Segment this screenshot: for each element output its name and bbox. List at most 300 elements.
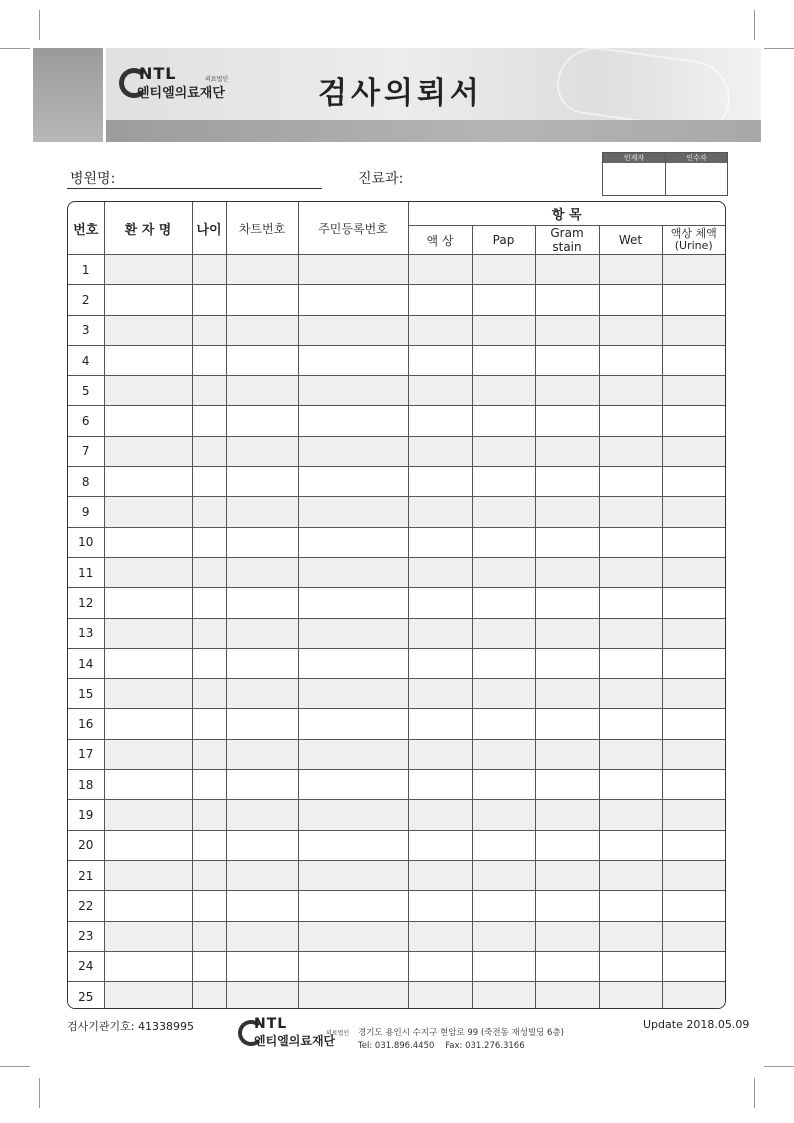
table-cell[interactable] xyxy=(599,436,662,466)
table-cell[interactable] xyxy=(599,982,662,1009)
table-cell[interactable] xyxy=(408,951,472,981)
row-number: 22 xyxy=(68,891,104,921)
table-cell[interactable] xyxy=(298,436,408,466)
table-cell[interactable] xyxy=(599,467,662,497)
hospital-input-line[interactable] xyxy=(67,188,322,189)
table-cell[interactable] xyxy=(104,497,192,527)
table-cell[interactable] xyxy=(408,285,472,315)
table-cell[interactable] xyxy=(472,315,535,345)
table-cell[interactable] xyxy=(472,255,535,285)
table-cell[interactable] xyxy=(408,800,472,830)
table-cell[interactable] xyxy=(226,436,298,466)
table-cell[interactable] xyxy=(226,376,298,406)
col-header-item-5: 액상 체액 (Urine) xyxy=(662,226,725,255)
table-cell[interactable] xyxy=(192,436,226,466)
footer-contact xyxy=(358,1041,525,1051)
table-cell[interactable] xyxy=(662,376,725,406)
table-cell[interactable] xyxy=(104,255,192,285)
table-cell[interactable] xyxy=(408,315,472,345)
table-cell[interactable] xyxy=(226,618,298,648)
table-cell[interactable] xyxy=(104,739,192,769)
table-cell[interactable] xyxy=(472,618,535,648)
table-row xyxy=(68,527,725,557)
footer-logo xyxy=(238,1018,358,1054)
table-cell[interactable] xyxy=(192,255,226,285)
table-cell[interactable] xyxy=(599,891,662,921)
table-cell[interactable] xyxy=(535,557,599,587)
row-number: 12 xyxy=(68,588,104,618)
table-cell[interactable] xyxy=(535,951,599,981)
table-cell[interactable] xyxy=(192,860,226,890)
table-cell[interactable] xyxy=(535,982,599,1009)
row-number: 6 xyxy=(68,406,104,436)
table-cell[interactable] xyxy=(408,891,472,921)
table-cell[interactable] xyxy=(192,921,226,951)
table-cell[interactable] xyxy=(104,557,192,587)
table-cell[interactable] xyxy=(599,800,662,830)
table-cell[interactable] xyxy=(662,557,725,587)
table-row xyxy=(68,860,725,890)
crop-mark xyxy=(754,1078,755,1108)
header-left-block xyxy=(33,48,103,142)
table-cell[interactable] xyxy=(192,467,226,497)
table-cell[interactable] xyxy=(104,345,192,375)
table-cell[interactable] xyxy=(226,345,298,375)
table-row xyxy=(68,618,725,648)
table-cell[interactable] xyxy=(472,436,535,466)
table-cell[interactable] xyxy=(599,921,662,951)
table-cell[interactable] xyxy=(662,406,725,436)
table-cell[interactable] xyxy=(226,588,298,618)
table-cell[interactable] xyxy=(192,285,226,315)
crop-mark xyxy=(764,1066,794,1067)
logo-name: 엔티엘의료재단 xyxy=(137,86,225,101)
table-cell[interactable] xyxy=(472,467,535,497)
table-cell[interactable] xyxy=(226,860,298,890)
table-cell[interactable] xyxy=(472,648,535,678)
table-cell[interactable] xyxy=(662,951,725,981)
footer-address: 경기도 용인시 수지구 현암로 99 (죽전동 재성빌딩 6층) xyxy=(358,1028,564,1038)
table-cell[interactable] xyxy=(662,982,725,1009)
table-cell[interactable] xyxy=(298,285,408,315)
row-number: 2 xyxy=(68,285,104,315)
table-cell[interactable] xyxy=(662,648,725,678)
hospital-label: 병원명: xyxy=(70,171,116,187)
table-cell[interactable] xyxy=(192,376,226,406)
table-cell[interactable] xyxy=(472,982,535,1009)
table-cell[interactable] xyxy=(192,770,226,800)
table-cell[interactable] xyxy=(226,285,298,315)
table-cell[interactable] xyxy=(192,800,226,830)
footer-fax: Fax: 031.276.3166 xyxy=(445,1041,525,1051)
table-cell[interactable] xyxy=(472,770,535,800)
crop-mark xyxy=(39,1078,40,1108)
table-cell[interactable] xyxy=(472,557,535,587)
col-header-item-3: Gram stain xyxy=(535,226,599,255)
table-cell[interactable] xyxy=(662,527,725,557)
table-cell[interactable] xyxy=(408,860,472,890)
table-cell[interactable] xyxy=(599,345,662,375)
table-cell[interactable] xyxy=(408,527,472,557)
crop-mark xyxy=(0,1066,30,1067)
table-cell[interactable] xyxy=(192,618,226,648)
table-cell[interactable] xyxy=(408,406,472,436)
row-number: 8 xyxy=(68,467,104,497)
institution-code: 검사기관기호: 41338995 xyxy=(67,1020,194,1033)
table-cell[interactable] xyxy=(662,709,725,739)
table-cell[interactable] xyxy=(408,739,472,769)
table-cell[interactable] xyxy=(104,951,192,981)
table-cell[interactable] xyxy=(535,860,599,890)
table-cell[interactable] xyxy=(192,588,226,618)
row-number: 11 xyxy=(68,557,104,587)
table-cell[interactable] xyxy=(599,406,662,436)
table-cell[interactable] xyxy=(226,830,298,860)
footer-logo-name: 엔티엘의료재단 xyxy=(254,1034,336,1048)
table-cell[interactable] xyxy=(298,588,408,618)
table-cell[interactable] xyxy=(599,315,662,345)
table-cell[interactable] xyxy=(535,588,599,618)
table-cell[interactable] xyxy=(662,255,725,285)
table-cell[interactable] xyxy=(662,770,725,800)
table-cell[interactable] xyxy=(599,951,662,981)
table-cell[interactable] xyxy=(472,800,535,830)
table-cell[interactable] xyxy=(408,376,472,406)
document-title: 검사의뢰서 xyxy=(318,76,483,111)
table-cell[interactable] xyxy=(192,982,226,1009)
table-cell[interactable] xyxy=(298,921,408,951)
row-number: 25 xyxy=(68,982,104,1009)
table-cell[interactable] xyxy=(472,285,535,315)
table-cell[interactable] xyxy=(192,709,226,739)
table-cell[interactable] xyxy=(226,497,298,527)
table-cell[interactable] xyxy=(298,860,408,890)
department-label: 진료과: xyxy=(358,171,404,187)
table-cell[interactable] xyxy=(298,315,408,345)
table-cell[interactable] xyxy=(662,345,725,375)
table-cell[interactable] xyxy=(472,921,535,951)
table-cell[interactable] xyxy=(226,982,298,1009)
table-cell[interactable] xyxy=(298,255,408,285)
table-row xyxy=(68,982,725,1009)
table-cell[interactable] xyxy=(226,406,298,436)
table-cell[interactable] xyxy=(599,255,662,285)
table-cell[interactable] xyxy=(535,376,599,406)
table-cell[interactable] xyxy=(298,557,408,587)
table-cell[interactable] xyxy=(104,891,192,921)
table-cell[interactable] xyxy=(298,376,408,406)
table-cell[interactable] xyxy=(104,315,192,345)
table-cell[interactable] xyxy=(226,800,298,830)
table-cell[interactable] xyxy=(535,285,599,315)
table-cell[interactable] xyxy=(472,497,535,527)
table-cell[interactable] xyxy=(599,648,662,678)
approval-receiver-label: 인수자 xyxy=(666,153,727,163)
row-number: 7 xyxy=(68,436,104,466)
table-cell[interactable] xyxy=(408,618,472,648)
table-cell[interactable] xyxy=(192,648,226,678)
table-cell[interactable] xyxy=(298,648,408,678)
table-cell[interactable] xyxy=(599,557,662,587)
table-cell[interactable] xyxy=(408,921,472,951)
header-strip xyxy=(106,120,761,142)
table-cell[interactable] xyxy=(662,436,725,466)
table-cell[interactable] xyxy=(408,436,472,466)
table-cell[interactable] xyxy=(535,497,599,527)
table-cell[interactable] xyxy=(226,467,298,497)
table-cell[interactable] xyxy=(535,467,599,497)
table-cell[interactable] xyxy=(298,345,408,375)
table-row xyxy=(68,345,725,375)
table-cell[interactable] xyxy=(298,497,408,527)
update-date: Update 2018.05.09 xyxy=(643,1018,750,1031)
header-banner xyxy=(33,48,761,142)
table-cell[interactable] xyxy=(104,982,192,1009)
table-cell[interactable] xyxy=(104,830,192,860)
table-cell[interactable] xyxy=(104,467,192,497)
table-cell[interactable] xyxy=(472,709,535,739)
table-cell[interactable] xyxy=(535,436,599,466)
table-cell[interactable] xyxy=(104,648,192,678)
table-cell[interactable] xyxy=(408,255,472,285)
table-cell[interactable] xyxy=(472,376,535,406)
table-cell[interactable] xyxy=(298,527,408,557)
table-cell[interactable] xyxy=(662,860,725,890)
table-cell[interactable] xyxy=(192,830,226,860)
table-cell[interactable] xyxy=(662,588,725,618)
table-cell[interactable] xyxy=(599,376,662,406)
table-cell[interactable] xyxy=(192,557,226,587)
crop-mark xyxy=(754,10,755,40)
table-cell[interactable] xyxy=(662,800,725,830)
table-row xyxy=(68,800,725,830)
table-cell[interactable] xyxy=(298,951,408,981)
table-row xyxy=(68,436,725,466)
crop-mark xyxy=(39,10,40,40)
table-cell[interactable] xyxy=(104,709,192,739)
table-row xyxy=(68,709,725,739)
table-cell[interactable] xyxy=(472,406,535,436)
table-cell[interactable] xyxy=(599,679,662,709)
table-cell[interactable] xyxy=(408,467,472,497)
table-cell[interactable] xyxy=(192,679,226,709)
table-cell[interactable] xyxy=(662,739,725,769)
table-cell[interactable] xyxy=(226,891,298,921)
col-header-item-2: Pap xyxy=(472,226,535,255)
table-cell[interactable] xyxy=(104,770,192,800)
table-row xyxy=(68,467,725,497)
table-cell[interactable] xyxy=(298,891,408,921)
table-cell[interactable] xyxy=(298,739,408,769)
table-cell[interactable] xyxy=(472,527,535,557)
table-cell[interactable] xyxy=(226,557,298,587)
table-cell[interactable] xyxy=(535,891,599,921)
table-cell[interactable] xyxy=(472,860,535,890)
table-cell[interactable] xyxy=(535,739,599,769)
table-cell[interactable] xyxy=(192,406,226,436)
table-cell[interactable] xyxy=(298,982,408,1009)
table-cell[interactable] xyxy=(104,921,192,951)
table-cell[interactable] xyxy=(298,467,408,497)
table-row xyxy=(68,497,725,527)
table-row xyxy=(68,951,725,981)
logo-ntl-text: NTL xyxy=(139,64,177,83)
table-cell[interactable] xyxy=(599,709,662,739)
table-cell[interactable] xyxy=(472,345,535,375)
col-header-item-4: Wet xyxy=(599,226,662,255)
table-cell[interactable] xyxy=(472,891,535,921)
table-cell[interactable] xyxy=(298,770,408,800)
table-cell[interactable] xyxy=(104,406,192,436)
table-row xyxy=(68,770,725,800)
table-cell[interactable] xyxy=(662,830,725,860)
table-cell[interactable] xyxy=(535,345,599,375)
row-number: 19 xyxy=(68,800,104,830)
table-cell[interactable] xyxy=(472,739,535,769)
table-cell[interactable] xyxy=(408,982,472,1009)
table-cell[interactable] xyxy=(535,527,599,557)
table-cell[interactable] xyxy=(599,497,662,527)
table-cell[interactable] xyxy=(104,527,192,557)
row-number: 15 xyxy=(68,679,104,709)
table-cell[interactable] xyxy=(192,315,226,345)
table-row xyxy=(68,406,725,436)
table-cell[interactable] xyxy=(298,679,408,709)
table-cell[interactable] xyxy=(662,891,725,921)
table-cell[interactable] xyxy=(535,255,599,285)
table-cell[interactable] xyxy=(535,618,599,648)
table-cell[interactable] xyxy=(104,376,192,406)
table-cell[interactable] xyxy=(535,830,599,860)
table-cell[interactable] xyxy=(662,467,725,497)
table-row xyxy=(68,648,725,678)
table-cell[interactable] xyxy=(662,679,725,709)
row-number: 20 xyxy=(68,830,104,860)
table-cell[interactable] xyxy=(226,951,298,981)
table-cell[interactable] xyxy=(226,921,298,951)
table-cell[interactable] xyxy=(662,285,725,315)
table-cell[interactable] xyxy=(226,527,298,557)
table-cell[interactable] xyxy=(662,618,725,648)
approval-divider xyxy=(665,153,666,195)
row-number: 21 xyxy=(68,860,104,890)
table-cell[interactable] xyxy=(226,648,298,678)
table-cell[interactable] xyxy=(298,618,408,648)
table-cell[interactable] xyxy=(472,830,535,860)
col-header-resident: 주민등록번호 xyxy=(298,202,408,255)
table-cell[interactable] xyxy=(192,345,226,375)
table-cell[interactable] xyxy=(226,255,298,285)
table-cell[interactable] xyxy=(226,739,298,769)
request-table xyxy=(67,201,726,1009)
row-number: 16 xyxy=(68,709,104,739)
table-cell[interactable] xyxy=(599,285,662,315)
table-cell[interactable] xyxy=(535,648,599,678)
table-cell[interactable] xyxy=(472,679,535,709)
table-cell[interactable] xyxy=(408,497,472,527)
table-cell[interactable] xyxy=(298,800,408,830)
table-cell[interactable] xyxy=(599,618,662,648)
table-cell[interactable] xyxy=(535,770,599,800)
table-cell[interactable] xyxy=(535,709,599,739)
table-cell[interactable] xyxy=(104,588,192,618)
table-row xyxy=(68,557,725,587)
table-cell[interactable] xyxy=(599,739,662,769)
table-cell[interactable] xyxy=(535,315,599,345)
table-cell[interactable] xyxy=(408,345,472,375)
table-cell[interactable] xyxy=(192,527,226,557)
table-cell[interactable] xyxy=(662,921,725,951)
table-cell[interactable] xyxy=(298,830,408,860)
table-cell[interactable] xyxy=(298,709,408,739)
table-cell[interactable] xyxy=(226,315,298,345)
table-cell[interactable] xyxy=(192,497,226,527)
table-cell[interactable] xyxy=(408,709,472,739)
table-cell[interactable] xyxy=(472,951,535,981)
row-number: 4 xyxy=(68,345,104,375)
row-number: 14 xyxy=(68,648,104,678)
table-cell[interactable] xyxy=(192,739,226,769)
table-row xyxy=(68,921,725,951)
table-cell[interactable] xyxy=(599,527,662,557)
table-cell[interactable] xyxy=(599,830,662,860)
table-cell[interactable] xyxy=(535,406,599,436)
table-cell[interactable] xyxy=(192,891,226,921)
table-cell[interactable] xyxy=(599,770,662,800)
table-row xyxy=(68,891,725,921)
row-number: 9 xyxy=(68,497,104,527)
table-cell[interactable] xyxy=(104,679,192,709)
approval-sender-label: 인계자 xyxy=(603,153,665,163)
row-number: 17 xyxy=(68,739,104,769)
table-cell[interactable] xyxy=(104,285,192,315)
row-number: 24 xyxy=(68,951,104,981)
row-number: 13 xyxy=(68,618,104,648)
table-cell[interactable] xyxy=(535,921,599,951)
table-cell[interactable] xyxy=(408,557,472,587)
table-cell[interactable] xyxy=(599,860,662,890)
footer-logo-ntl-text: NTL xyxy=(254,1016,288,1032)
table-cell[interactable] xyxy=(599,588,662,618)
table-cell[interactable] xyxy=(226,770,298,800)
table-row xyxy=(68,376,725,406)
col-header-age: 나이 xyxy=(192,202,226,255)
table-cell[interactable] xyxy=(104,618,192,648)
table-cell[interactable] xyxy=(408,588,472,618)
crop-mark xyxy=(0,48,30,49)
table-cell[interactable] xyxy=(226,679,298,709)
table-cell[interactable] xyxy=(226,709,298,739)
footer-tel: Tel: 031.896.4450 xyxy=(358,1041,435,1051)
table-cell[interactable] xyxy=(662,497,725,527)
table-cell[interactable] xyxy=(408,648,472,678)
table-cell[interactable] xyxy=(104,860,192,890)
table-cell[interactable] xyxy=(104,436,192,466)
table-cell[interactable] xyxy=(535,800,599,830)
table-cell[interactable] xyxy=(535,679,599,709)
table-cell[interactable] xyxy=(662,315,725,345)
table-row xyxy=(68,739,725,769)
table-cell[interactable] xyxy=(408,770,472,800)
table-cell[interactable] xyxy=(298,406,408,436)
table-cell[interactable] xyxy=(408,830,472,860)
table-cell[interactable] xyxy=(408,679,472,709)
table-row xyxy=(68,285,725,315)
table-cell[interactable] xyxy=(104,800,192,830)
table-cell[interactable] xyxy=(472,588,535,618)
col-header-item-1: 액 상 xyxy=(408,226,472,255)
table-cell[interactable] xyxy=(192,951,226,981)
